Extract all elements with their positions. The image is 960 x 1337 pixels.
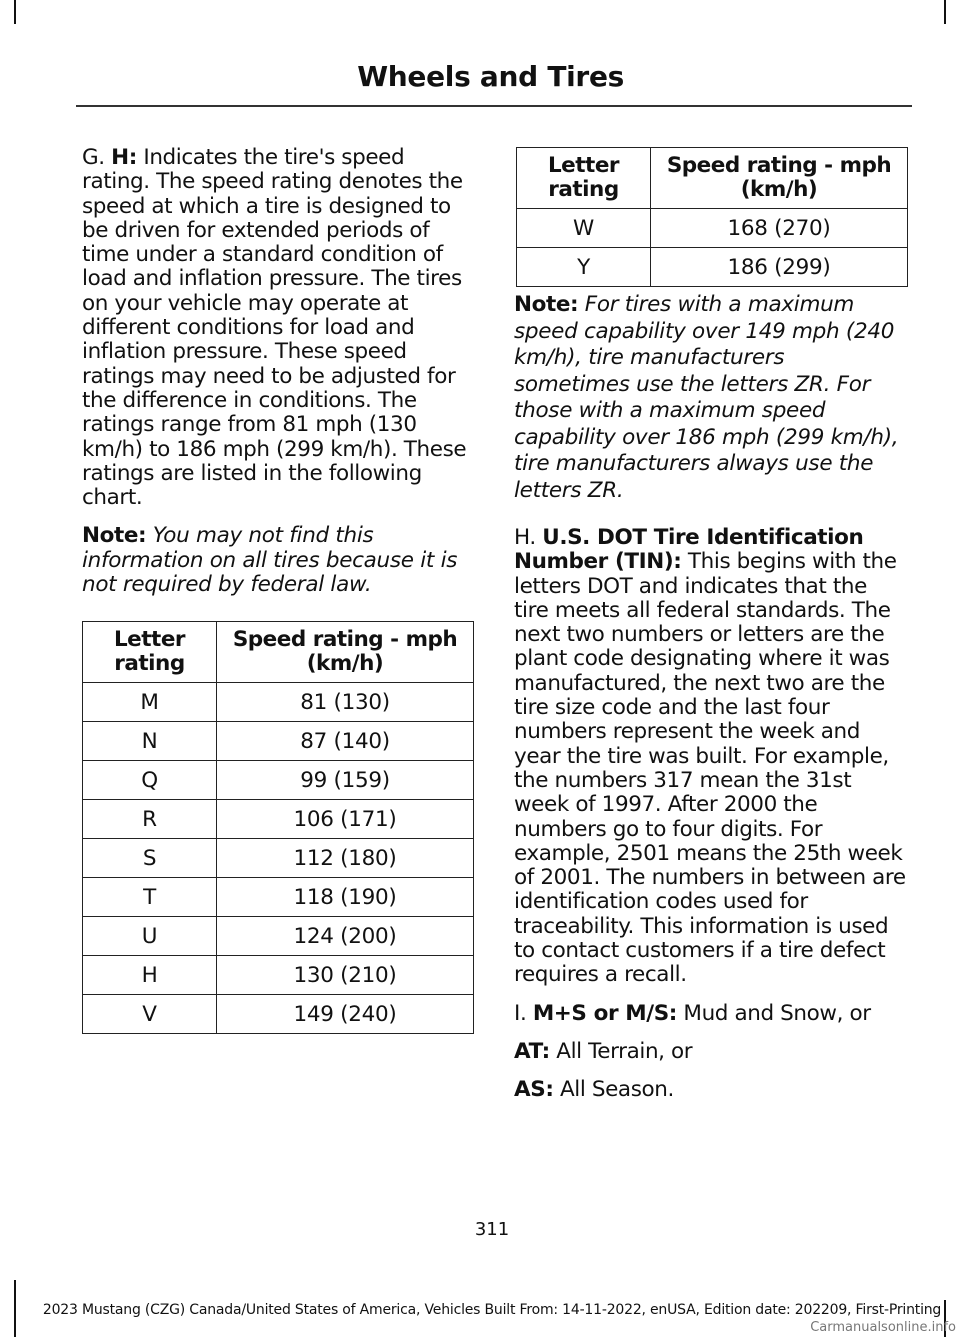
cell-letter: S (83, 839, 217, 878)
item-text: All Season. (553, 1077, 674, 1103)
cell-letter: U (83, 917, 217, 956)
all-terrain-paragraph (514, 1040, 906, 1064)
cell-speed: 112 (180) (217, 839, 474, 878)
header-letter-rating: Letter rating (83, 622, 217, 683)
item-text: Mud and Snow, or (676, 1000, 871, 1026)
table-row (517, 248, 908, 287)
table-row (83, 956, 474, 995)
cell-speed: 124 (200) (217, 917, 474, 956)
note-text: For tires with a maximum speed capability over 149 mph (240 km/h), tire manufacturers sometimes use the letters ZR. For those with a maximum speed capability over 186 mph (299 km/h), tire manufacturers always use the letters ZR. (514, 292, 899, 503)
header-speed-rating: Speed rating - mph (km/h) (651, 148, 908, 209)
cell-letter: R (83, 800, 217, 839)
right-column (514, 292, 906, 1117)
watermark: Carmanualsonline.info (810, 1320, 956, 1335)
crop-mark-top-left (14, 0, 16, 24)
crop-mark-top-right (944, 0, 946, 24)
cell-letter: T (83, 878, 217, 917)
cell-speed: 186 (299) (651, 248, 908, 287)
table-row (83, 839, 474, 878)
page-title: Wheels and Tires (357, 60, 624, 93)
table-row (83, 683, 474, 722)
note-label: Note: (514, 292, 579, 317)
header-divider (76, 105, 912, 107)
cell-letter: V (83, 995, 217, 1034)
item-text: All Terrain, or (549, 1038, 693, 1064)
table-row (83, 995, 474, 1034)
item-label: H: (111, 145, 137, 170)
cell-letter: Q (83, 761, 217, 800)
left-column (82, 146, 474, 1034)
cell-letter: N (83, 722, 217, 761)
item-label: AS: (514, 1077, 554, 1103)
cell-letter: Y (517, 248, 651, 287)
speed-rating-paragraph (82, 146, 474, 510)
cell-letter: H (83, 956, 217, 995)
item-label: AT: (514, 1038, 550, 1064)
table-row (83, 878, 474, 917)
note-paragraph (82, 524, 474, 597)
table-row (83, 800, 474, 839)
table-row (83, 761, 474, 800)
table-header-row (83, 622, 474, 683)
cell-speed: 106 (171) (217, 800, 474, 839)
tin-paragraph (514, 526, 906, 988)
item-letter: I. (514, 1000, 533, 1026)
all-season-paragraph (514, 1078, 906, 1102)
cell-speed: 130 (210) (217, 956, 474, 995)
cell-speed: 118 (190) (217, 878, 474, 917)
table-row (83, 722, 474, 761)
item-letter: G. (82, 145, 112, 170)
edition-footer: 2023 Mustang (CZG) Canada/United States of America, Vehicles Built From: 14-11-2022, enUSA, Edition date: 202209, First-Printing (42, 1302, 942, 1318)
cell-speed: 99 (159) (217, 761, 474, 800)
item-label: M+S or M/S: (532, 1000, 677, 1026)
speed-rating-table (82, 621, 474, 1034)
speed-rating-table-continued (516, 147, 908, 287)
mud-snow-paragraph (514, 1002, 906, 1026)
table-row (517, 209, 908, 248)
note-text: You may not find this information on all tires because it is not required by federal law. (82, 523, 458, 598)
cell-speed: 87 (140) (217, 722, 474, 761)
cell-speed: 149 (240) (217, 995, 474, 1034)
cell-letter: W (517, 209, 651, 248)
item-label: U.S. DOT Tire Identification Number (TIN): (514, 525, 864, 575)
table-header-row (517, 148, 908, 209)
table-row (83, 917, 474, 956)
zr-note-paragraph (514, 292, 906, 504)
item-text: This begins with the letters DOT and indicates that the tire meets all federal standards. The next two numbers or letters are the plant code designating where it was manufactured, the next two are the tire size code and the last four numbers represent the week and year the tire was built. For example, the numbers 317 mean the 31st week of 1997. After 2000 the numbers go to four digits. For example, 2501 means the 25th week of 2001. The numbers in between are identification codes used for traceability. This information is used to contact customers if a tire defect requires a recall. (514, 549, 906, 988)
header-speed-rating: Speed rating - mph (km/h) (217, 622, 474, 683)
page-number: 311 (474, 1219, 510, 1240)
cell-letter: M (83, 683, 217, 722)
item-letter: H. (514, 525, 543, 550)
item-text: Indicates the tire's speed rating. The speed rating denotes the speed at which a tire is designed to be driven for extended periods of time under a standard condition of load and inflation pressure. The tires on your vehicle may operate at different conditions for load and inflation pressure. These speed ratings may need to be adjusted for the difference in conditions. The ratings range from 81 mph (130 km/h) to 186 mph (299 km/h). These ratings are listed in the following chart. (82, 145, 467, 511)
cell-speed: 168 (270) (651, 209, 908, 248)
note-label: Note: (82, 523, 147, 549)
header-letter-rating: Letter rating (517, 148, 651, 209)
cell-speed: 81 (130) (217, 683, 474, 722)
